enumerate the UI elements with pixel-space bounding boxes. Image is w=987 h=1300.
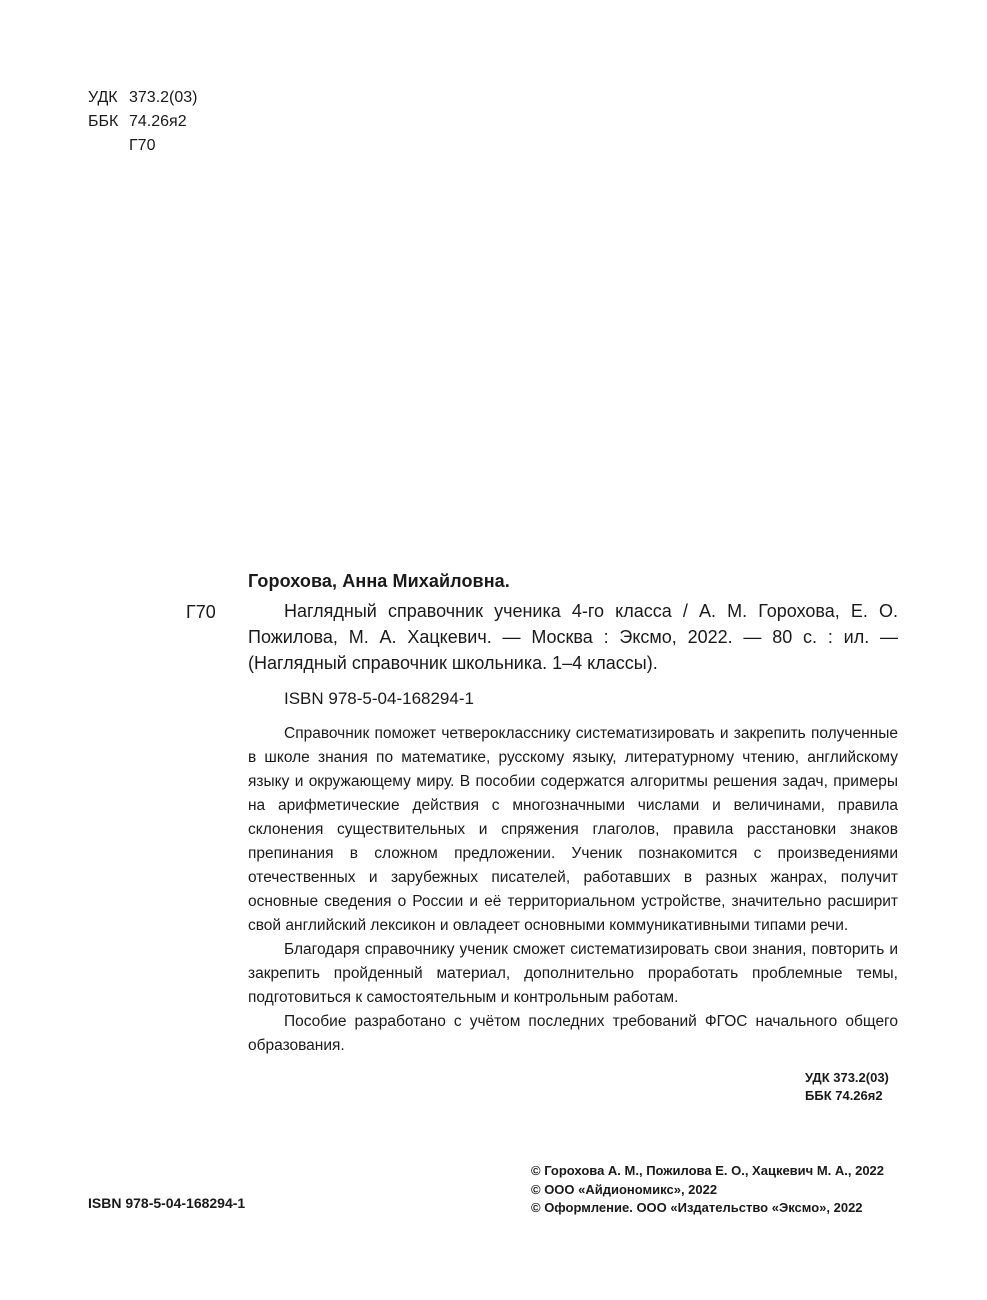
author-code: Г70 (129, 137, 156, 154)
footer-isbn: ISBN 978-5-04-168294-1 (88, 1195, 246, 1211)
bibliographic-description: Наглядный справочник ученика 4-го класса / А. М. Горохова, Е. О. Пожилова, М. А. Хацкевич. — Москва : Эксмо, 2022. — 80 с. : ил. — (Наглядный справочник школьника. 1–4 классы). (248, 601, 898, 673)
author-heading: Горохова, Анна Михайловна. (248, 571, 510, 591)
copyright-line: © Горохова А. М., Пожилова Е. О., Хацкевич М. А., 2022 (531, 1163, 885, 1178)
classification-block (88, 86, 198, 158)
footer-classification (805, 1069, 889, 1105)
annotation (248, 722, 898, 1058)
annotation-paragraph: Справочник поможет четверокласснику систематизировать и закрепить полученные в школе знания по математике, русскому языку, литературному чтению, английскому языку и окружающему миру. В пособии содержатся алгоритмы решения задач, примеры на арифметические действия с многозначными числами и величинами, правила склонения существительных и спряжения глаголов, правила расстановки знаков препинания в сложном предложении. Ученик познакомится с произведениями отечественных и зарубежных писателей, работавших в разных жанрах, получит основные сведения о России и её территориальном устройстве, значительно расширит свой английский лексикон и овладеет основными коммуникативными типами речи. (248, 725, 898, 934)
annotation-paragraph: Благодаря справочнику ученик сможет систематизировать свои знания, повторить и закрепить пройденный материал, дополнительно проработать проблемные темы, подготовиться к самостоятельным и контрольным работам. (248, 941, 898, 1006)
copyright-line: © Оформление. ООО «Издательство «Эксмо», 2022 (531, 1200, 863, 1215)
bbk-label: ББК (88, 113, 119, 130)
footer-bbk: ББК 74.26я2 (805, 1088, 883, 1103)
record-isbn: ISBN 978-5-04-168294-1 (284, 689, 474, 708)
udc-label: УДК (88, 89, 118, 106)
footer-udc: УДК 373.2(03) (805, 1070, 889, 1085)
copyright-line: © ООО «Айдиономикс», 2022 (531, 1181, 718, 1197)
annotation-paragraph: Пособие разработано с учётом последних требований ФГОС начального общего образования. (248, 1013, 898, 1054)
bbk-value: 74.26я2 (129, 113, 187, 130)
copyright-block (531, 1162, 884, 1218)
udc-value: 373.2(03) (129, 89, 198, 106)
record-code: Г70 (186, 602, 216, 622)
